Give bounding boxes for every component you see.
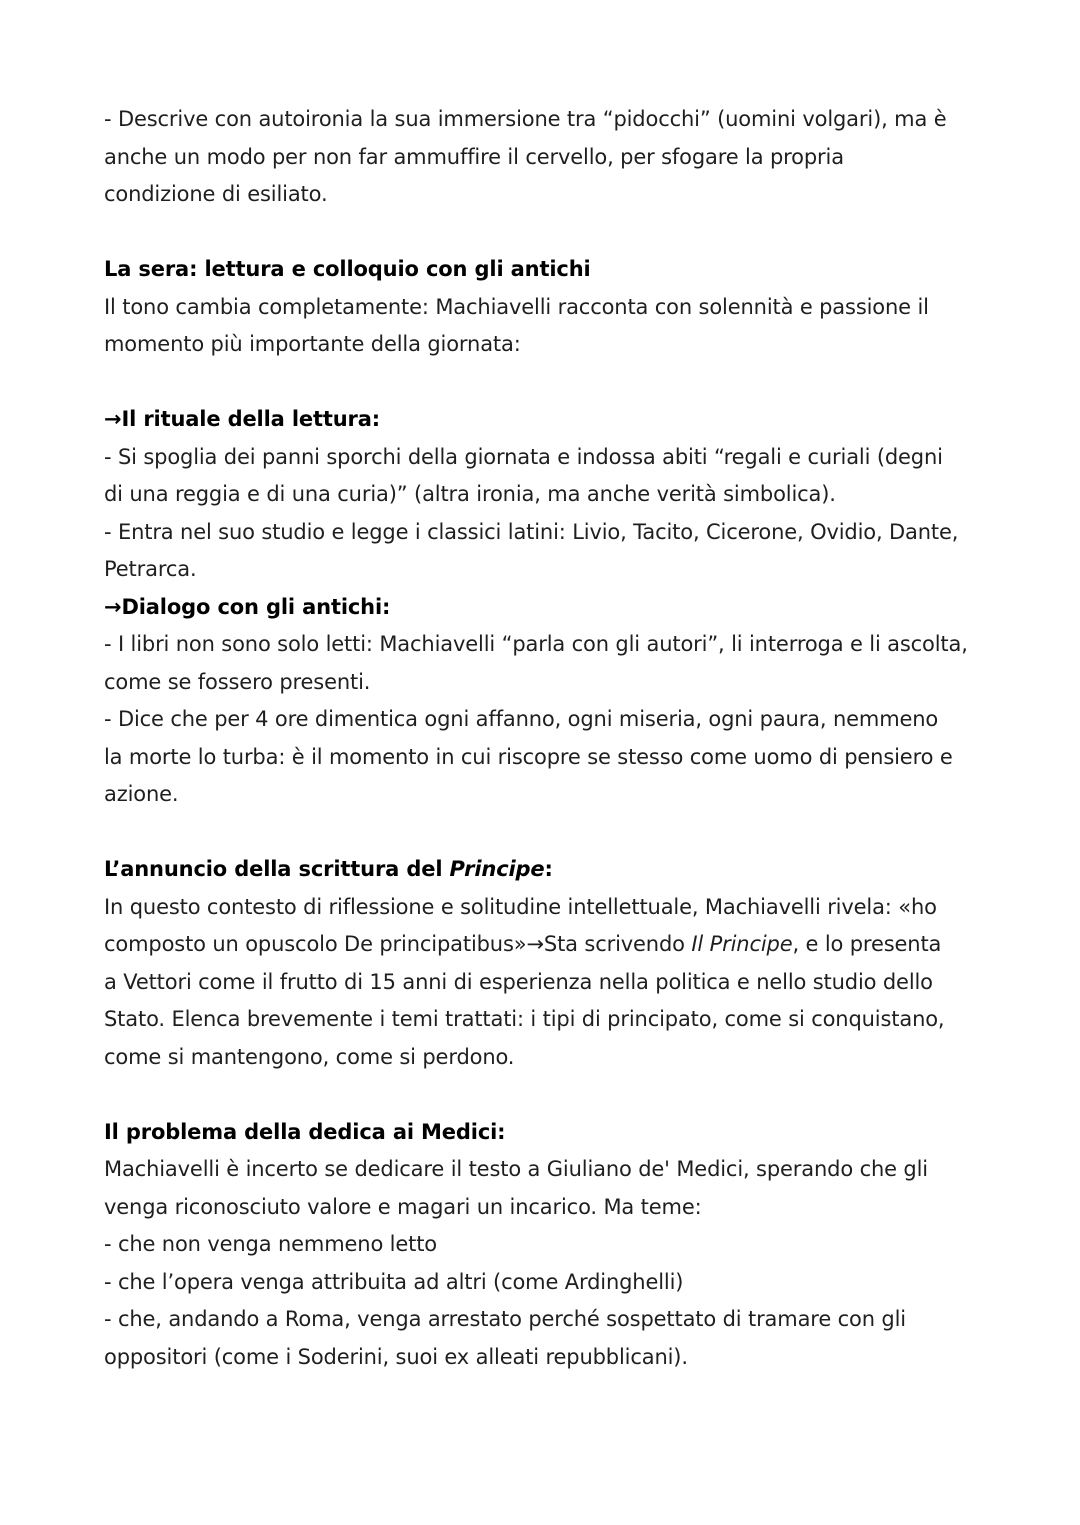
subsection-heading: →Dialogo con gli antichi: — [104, 594, 391, 619]
spacer — [104, 814, 1004, 852]
text-line: - che, andando a Roma, venga arrestato perché sospettato di tramare con gli — [104, 1307, 906, 1331]
text-line: azione. — [104, 782, 179, 806]
section-heading: La sera: lettura e colloquio con gli antichi — [104, 257, 591, 281]
text-line: oppositori (come i Soderini, suoi ex alleati repubblicani). — [104, 1344, 688, 1369]
text-line: a Vettori come il frutto di 15 anni di esperienza nella politica e nello studio dello — [104, 969, 933, 994]
text-line: - che l’opera venga attribuita ad altri (come Ardinghelli) — [104, 1269, 684, 1294]
section-heading: Il problema della dedica ai Medici: — [104, 1119, 506, 1144]
text-line: Stato. Elenca brevemente i temi trattati: i tipi di principato, come si conquistano, — [104, 1007, 945, 1031]
subsection-heading: →Il rituale della lettura: — [104, 407, 381, 431]
text-line — [104, 926, 1004, 964]
section-annuncio — [104, 851, 1004, 1076]
text-line: momento più importante della giornata: — [104, 332, 521, 356]
text-line: come si mantengono, come si perdono. — [104, 1044, 515, 1069]
text-span: composto un opuscolo De principatibus»→Sta scrivendo — [104, 932, 692, 956]
italic-title: Il Principe — [691, 932, 793, 956]
text-line: venga riconosciuto valore e magari un incarico. Ma teme: — [104, 1194, 702, 1219]
section-sera — [104, 251, 1004, 814]
text-line: Machiavelli è incerto se dedicare il testo a Giuliano de' Medici, sperando che gli — [104, 1157, 928, 1181]
spacer — [104, 214, 1004, 252]
text-line: condizione di esiliato. — [104, 182, 328, 206]
heading-italic-title: Principe — [449, 857, 545, 881]
document-page — [104, 101, 1004, 1376]
text-line: anche un modo per non far ammuffire il cervello, per sfogare la propria — [104, 144, 844, 169]
heading-text: : — [544, 857, 553, 881]
text-line: di una reggia e di una curia)” (altra ironia, ma anche verità simbolica). — [104, 482, 836, 506]
section-dedica — [104, 1114, 1004, 1377]
text-line: - che non venga nemmeno letto — [104, 1232, 437, 1256]
spacer — [104, 1076, 1004, 1114]
text-line: la morte lo turba: è il momento in cui riscopre se stesso come uomo di pensiero e — [104, 744, 953, 769]
text-line: - Si spoglia dei panni sporchi della giornata e indossa abiti “regali e curiali (degni — [104, 444, 943, 469]
text-line: come se fossero presenti. — [104, 669, 371, 694]
text-line: Il tono cambia completamente: Machiavelli racconta con solennità e passione il — [104, 294, 929, 319]
text-line: In questo contesto di riflessione e solitudine intellettuale, Machiavelli rivela: «ho — [104, 894, 937, 919]
text-line: - Entra nel suo studio e legge i classici latini: Livio, Tacito, Cicerone, Ovidio, Dante, — [104, 519, 959, 544]
text-line: - I libri non sono solo letti: Machiavelli “parla con gli autori”, li interroga e li ascolta, — [104, 632, 968, 656]
spacer — [104, 364, 1004, 402]
text-line: Petrarca. — [104, 557, 197, 581]
heading-text: L’annuncio della scrittura del — [104, 857, 450, 881]
section-heading — [104, 851, 1004, 889]
text-span: , e lo presenta — [792, 932, 942, 956]
text-line: - Dice che per 4 ore dimentica ogni affanno, ogni miseria, ogni paura, nemmeno — [104, 707, 939, 731]
text-line: - Descrive con autoironia la sua immersione tra “pidocchi” (uomini volgari), ma è — [104, 107, 947, 131]
intro-paragraph — [104, 101, 1004, 214]
